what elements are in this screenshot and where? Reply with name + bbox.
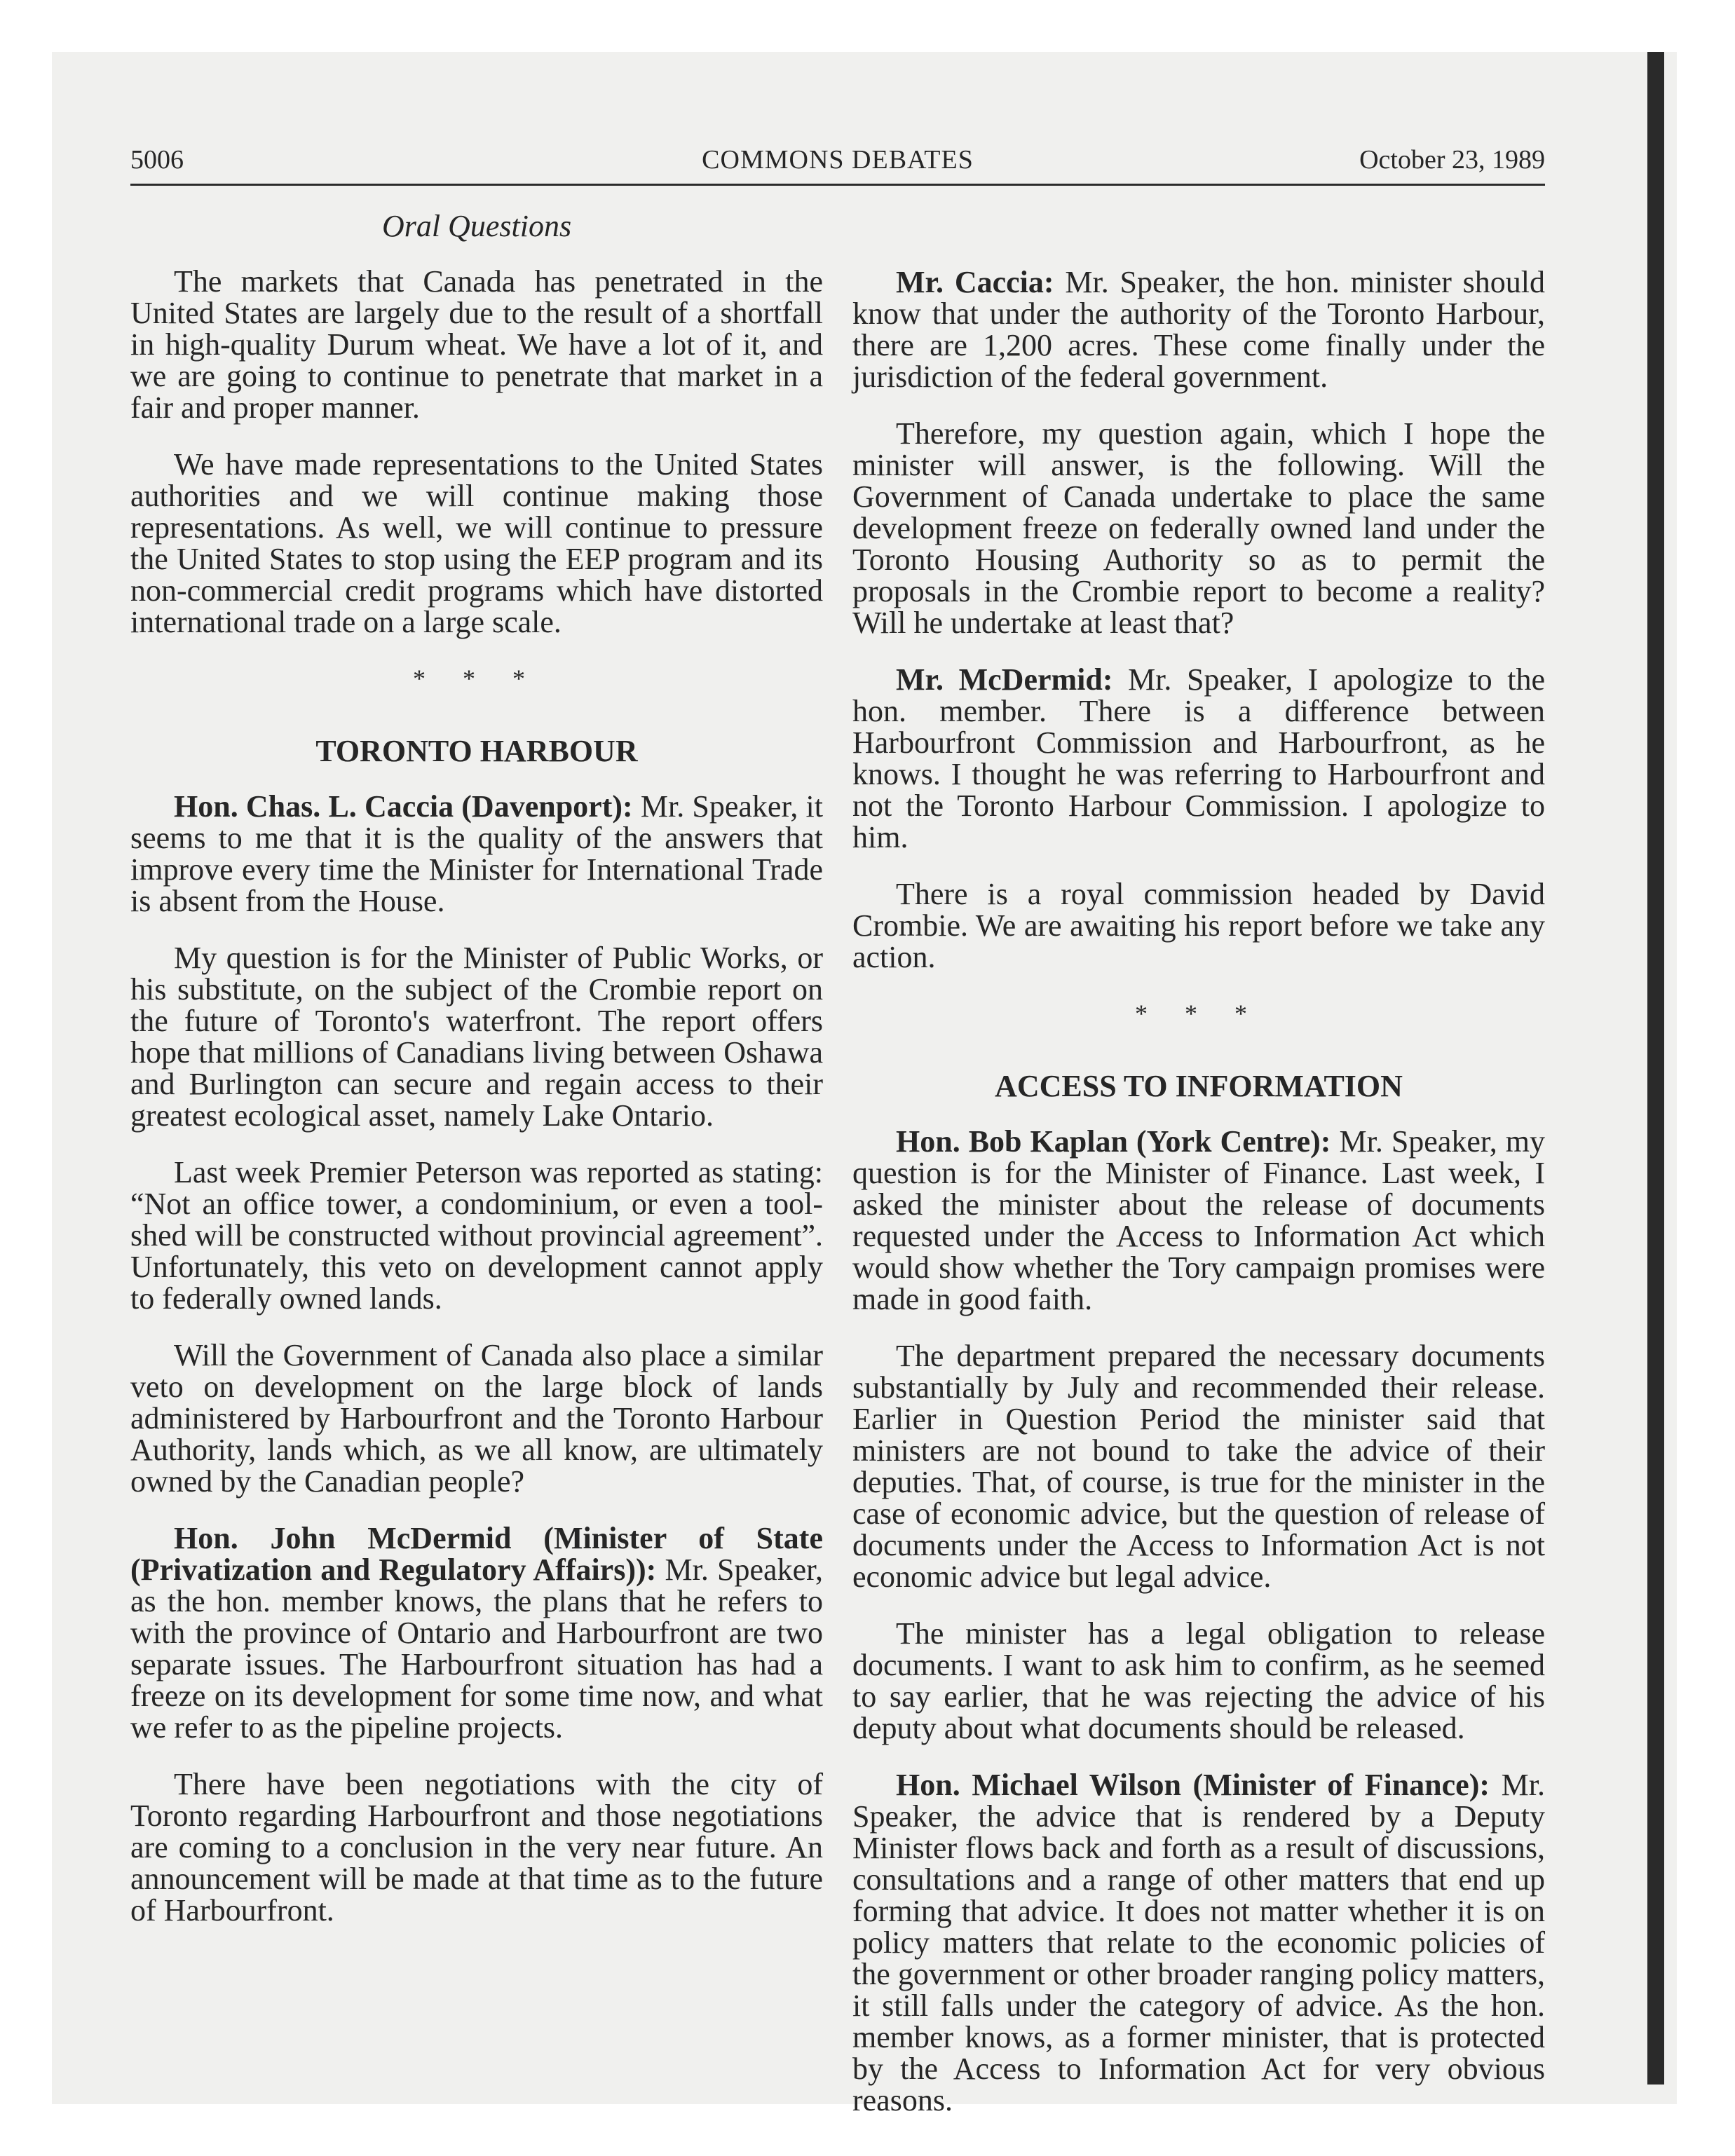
- paragraph: [852, 664, 1545, 853]
- left-column: [130, 210, 823, 1951]
- page-number: 5006: [130, 145, 184, 175]
- speaker-name: Mr. Caccia:: [896, 265, 1054, 299]
- paragraph: The minister has a legal obligation to release documents. I want to ask him to confirm, as he seemed to say earlier, that he was rejecting the advice of his deputy about what documents should be released.: [852, 1616, 1545, 1745]
- paragraph: The department prepared the necessary documents substantially by July and recommended their release. Earlier in Question Period the minister said that ministers are not bound to take the advice of their deputies. That, of course, is true for the minister in the case of economic advice, but the question of release of documents under the Access to Information Act is not economic advice but legal advice.: [852, 1339, 1545, 1594]
- speech-text: Mr. Speaker, my question is for the Minister of Finance. Last week, I asked the minister about the release of documents requested under the Access to Information Act which would show whether the Tory campaign promises were made in good faith.: [852, 1124, 1545, 1316]
- page-header: [130, 137, 1545, 179]
- paragraph: There have been negotiations with the city of Toronto regarding Harbourfront and those negotiations are coming to a conclusion in the very near future. An announcement will be made at that time as to the future of Harbourfront.: [130, 1767, 823, 1928]
- speaker-name: Hon. Michael Wilson (Minister of Finance):: [896, 1768, 1490, 1802]
- speech-text: Mr. Speaker, the hon. minister should know that under the authority of the Toronto Harbour, there are 1,200 acres. These come finally under the jurisdiction of the federal government.: [852, 265, 1545, 394]
- paragraph: [130, 1522, 823, 1743]
- section-separator: * * *: [1135, 999, 1263, 1028]
- paragraph: [852, 1126, 1545, 1315]
- scan-edge: [1647, 52, 1664, 2085]
- speech-text: Mr. Speaker, as the hon. member knows, the plans that he refers to with the province of Ontario and Harbourfront are two separate issues. The Harbourfront situation has had a freeze on its development for some time now, and what we refer to as the pipeline projects.: [130, 1553, 823, 1745]
- paragraph: The markets that Canada has penetrated in the United States are largely due to the result of a shortfall in high-quality Durum wheat. We have a lot of it, and we are going to continue to penetrate that market in a fair and proper manner.: [130, 264, 823, 425]
- paragraph: Will the Government of Canada also place a similar veto on development on the large block of lands administered by Harbourfront and the Toronto Harbour Authority, lands which, as we all know, are ultimately owned by the Canadian people?: [130, 1338, 823, 1499]
- header-rule: [130, 184, 1545, 186]
- speaker-name: Hon. Bob Kaplan (York Centre):: [896, 1124, 1331, 1159]
- speech-text: Mr. Speaker, I apologize to the hon. member. There is a difference between Harbourfront Commission and Harbourfront, as he knows. I thought he was referring to Harbourfront and not the Toronto Harbour Commission. I apologize to him.: [852, 662, 1545, 854]
- paragraph: Last week Premier Peterson was reported as stating: “Not an office tower, a condominium, or even a tool-shed will be constructed without provincial agreement”. Unfortunately, this veto on development cannot apply to federally owned lands.: [130, 1155, 823, 1316]
- section-label: Oral Questions: [381, 209, 572, 243]
- paragraph: [852, 1769, 1545, 2116]
- speaker-name: Mr. McDermid:: [896, 662, 1113, 697]
- paragraph: Therefore, my question again, which I hope the minister will answer, is the following. Will the Government of Canada undertake to place the same development freeze on federally owned land under the Toronto Housing Authority so as to permit the proposals in the Crombie report to become a reality? Will he undertake at least that?: [852, 416, 1545, 640]
- speaker-name: Hon. Chas. L. Caccia (Davenport):: [174, 789, 633, 824]
- publication-title: COMMONS DEBATES: [702, 145, 974, 175]
- right-column: [852, 266, 1545, 2141]
- section-separator: * * *: [413, 664, 540, 692]
- speech-text: Mr. Speaker, it seems to me that it is the quality of the answers that improve every time the Minister for International Trade is absent from the House.: [130, 789, 823, 918]
- paragraph: [130, 791, 823, 917]
- section-heading: ACCESS TO INFORMATION: [995, 1069, 1403, 1103]
- speech-text: Mr. Speaker, the advice that is rendered by a Deputy Minister flows back and forth as a result of discussions, consultations and a range of other matters that end up forming that advice. It does not matter whether it is on policy matters that relate to the economic policies of the government or other broader ranging policy matters, it still falls under the category of advice. As the hon. member knows, as a former minister, that is protected by the Access to Information Act for very obvious reasons.: [852, 1768, 1545, 2117]
- paragraph: There is a royal commission headed by David Crombie. We are awaiting his report before we take any action.: [852, 877, 1545, 974]
- paragraph: We have made representations to the United States authorities and we will continue making those representations. As well, we will continue to pressure the United States to stop using the EEP program and its non-commercial credit programs which have distorted international trade on a large scale.: [130, 447, 823, 639]
- paragraph: My question is for the Minister of Public Works, or his substitute, on the subject of the Crombie report on the future of Toronto's waterfront. The report offers hope that millions of Canadians living between Oshawa and Burlington can secure and regain access to their greatest ecological asset, namely Lake Ontario.: [130, 941, 823, 1133]
- publication-date: October 23, 1989: [1359, 145, 1545, 175]
- paragraph: [852, 266, 1545, 393]
- section-heading: TORONTO HARBOUR: [315, 734, 638, 768]
- speaker-name: Hon. John McDermid (Minister of State (Privatization and Regulatory Affairs)):: [130, 1521, 823, 1587]
